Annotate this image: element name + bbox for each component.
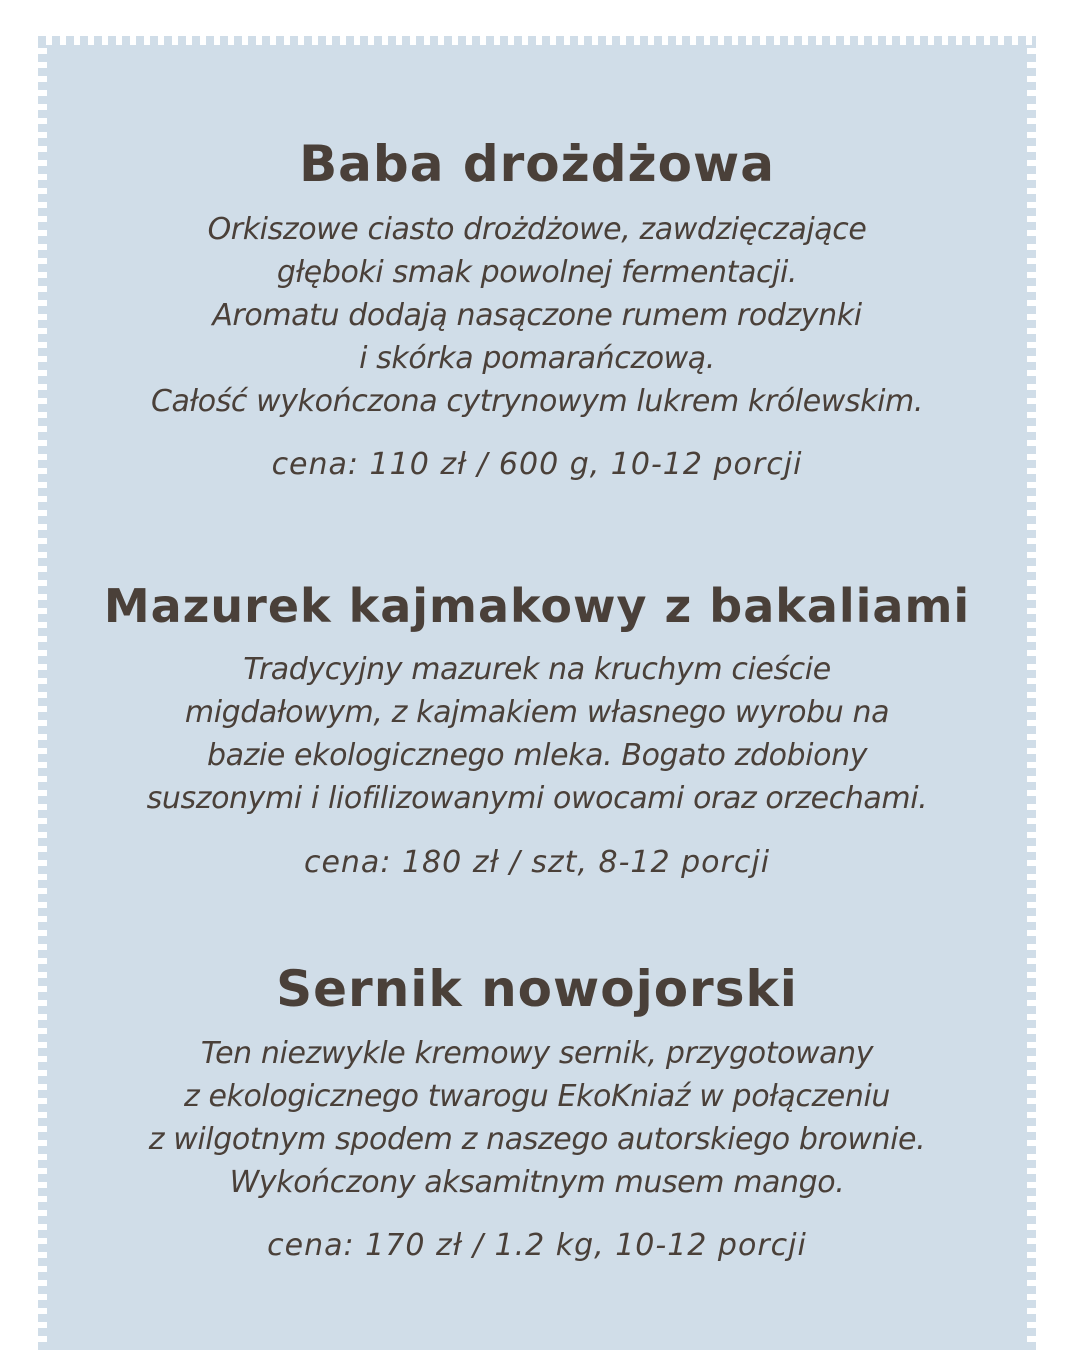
- product-baba-drozdzowa: [38, 133, 1036, 486]
- product-description: [38, 1032, 1036, 1204]
- description-line: głęboki smak powolnej fermentacji.: [276, 255, 798, 290]
- description-line: Całość wykończona cytrynowym lukrem królewskim.: [151, 384, 923, 419]
- product-price: cena: 110 zł / 600 g, 10-12 porcji: [271, 447, 803, 482]
- product-description: [38, 648, 1036, 820]
- description-line: suszonymi i liofilizowanymi owocami oraz orzechami.: [146, 781, 928, 816]
- description-line: bazie ekologicznego mleka. Bogato zdobiony: [206, 738, 868, 773]
- product-price: cena: 180 zł / szt, 8-12 porcji: [303, 845, 771, 880]
- product-title: Sernik nowojorski: [276, 960, 798, 1018]
- description-line: Aromatu dodają nasączone rumem rodzynki: [212, 298, 862, 333]
- description-line: Ten niezwykle kremowy sernik, przygotowany: [200, 1036, 874, 1071]
- product-description: [38, 208, 1036, 423]
- product-title: Baba drożdżowa: [299, 135, 775, 193]
- menu-panel: [38, 36, 1036, 1350]
- description-line: migdałowym, z kajmakiem własnego wyrobu na: [184, 695, 890, 730]
- description-line: i skórka pomarańczową.: [359, 341, 715, 376]
- description-line: Orkiszowe ciasto drożdżowe, zawdzięczające: [207, 212, 867, 247]
- description-line: Tradycyjny mazurek na kruchym cieście: [243, 652, 831, 687]
- product-mazurek-kajmakowy: [38, 575, 1036, 884]
- description-line: Wykończony aksamitnym musem mango.: [229, 1165, 845, 1200]
- product-sernik-nowojorski: [38, 958, 1036, 1267]
- product-title: Mazurek kajmakowy z bakaliami: [103, 579, 971, 633]
- description-line: z wilgotnym spodem z naszego autorskiego brownie.: [148, 1122, 926, 1157]
- description-line: z ekologicznego twarogu EkoKniaź w połączeniu: [183, 1079, 891, 1114]
- product-price: cena: 170 zł / 1.2 kg, 10-12 porcji: [267, 1228, 807, 1263]
